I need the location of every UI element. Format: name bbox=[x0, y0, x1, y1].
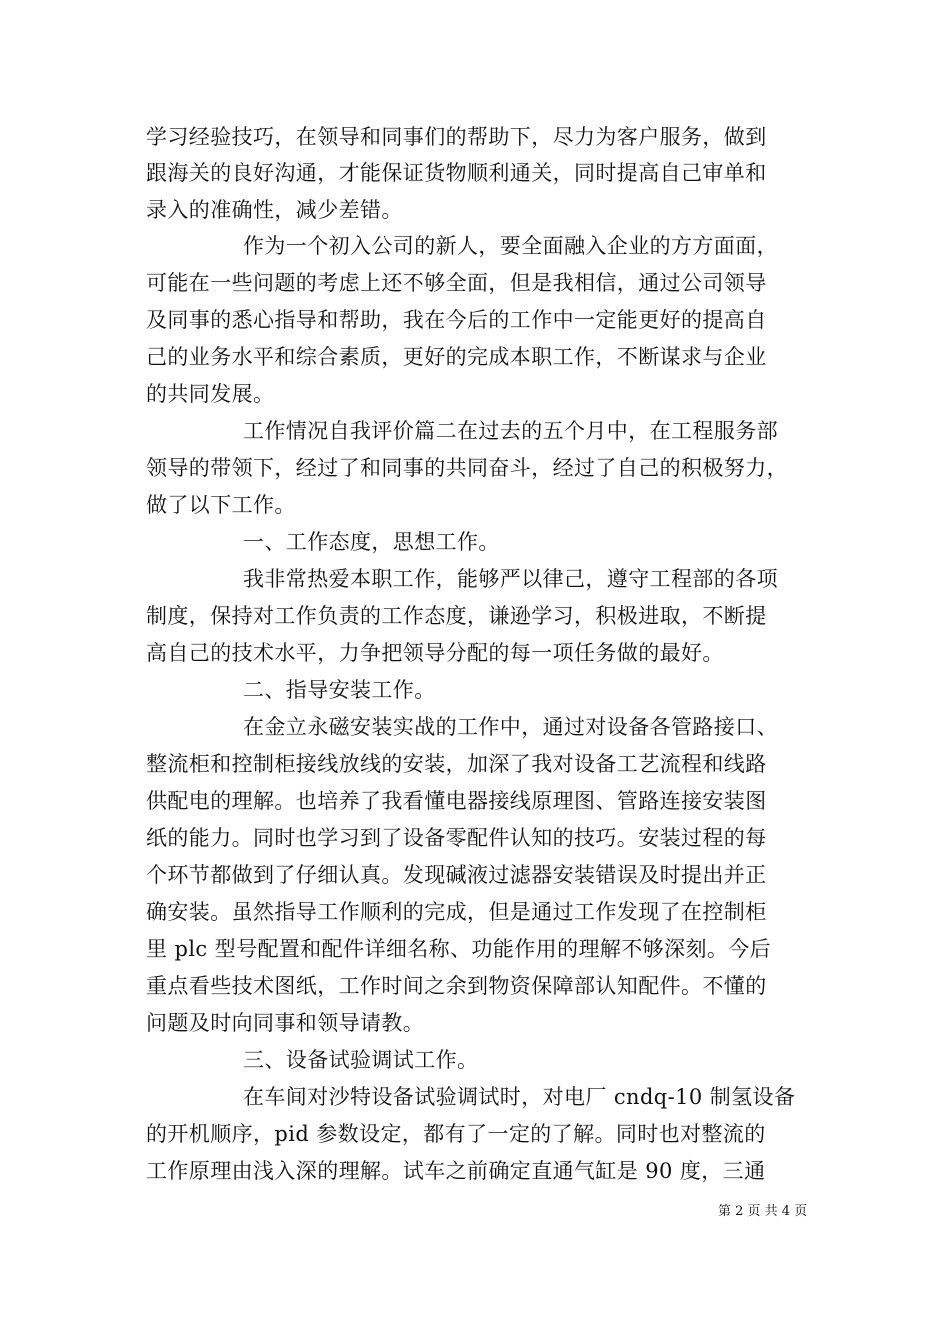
paragraph-start-line: 在金立永磁安装实战的工作中，通过对设备各管路接口、 bbox=[243, 715, 778, 739]
text-line: 做了以下工作。 bbox=[146, 493, 296, 517]
section-heading: 二、指导安装工作。 bbox=[243, 678, 436, 702]
section-heading: 三、设备试验调试工作。 bbox=[243, 1048, 479, 1072]
text-line: 供配电的理解。也培养了我看懂电器接线原理图、管路连接安装图 bbox=[146, 789, 767, 813]
text-line: 学习经验技巧，在领导和同事们的帮助下，尽力为客户服务，做到 bbox=[146, 125, 767, 149]
text-line: 跟海关的良好沟通，才能保证货物顺利通关，同时提高自己审单和 bbox=[146, 161, 767, 185]
section-heading: 一、工作态度，思想工作。 bbox=[243, 530, 500, 554]
text-line: 个环节都做到了仔细认真。发现碱液过滤器安装错误及时提出并正 bbox=[146, 863, 767, 887]
page-footer: 第 2 页 共 4 页 bbox=[718, 1204, 808, 1219]
text-line: 及同事的悉心指导和帮助，我在今后的工作中一定能更好的提高自 bbox=[146, 308, 767, 332]
text-line: 整流柜和控制柜接线放线的安装，加深了我对设备工艺流程和线路 bbox=[146, 752, 767, 776]
text-line: 己的业务水平和综合素质，更好的完成本职工作，不断谋求与企业 bbox=[146, 345, 767, 369]
text-line: 确安装。虽然指导工作顺利的完成，但是通过工作发现了在控制柜 bbox=[146, 900, 767, 924]
text-line: 可能在一些问题的考虑上还不够全面，但是我相信，通过公司领导 bbox=[146, 271, 767, 295]
paragraph-start-line: 作为一个初入公司的新人，要全面融入企业的方方面面， bbox=[243, 234, 778, 258]
text-line: 的共同发展。 bbox=[146, 382, 275, 406]
paragraph-start-line: 在车间对沙特设备试验调试时，对电厂 cndq-10 制氢设备 bbox=[243, 1085, 796, 1109]
text-line: 的开机顺序，pid 参数设定，都有了一定的了解。同时也对整流的 bbox=[146, 1122, 766, 1146]
text-line: 工作原理由浅入深的理解。试车之前确定直通气缸是 90 度，三通 bbox=[146, 1159, 766, 1183]
paragraph-start-line: 工作情况自我评价篇二在过去的五个月中，在工程服务部 bbox=[243, 419, 778, 443]
paragraph-start-line: 我非常热爱本职工作，能够严以律己，遵守工程部的各项 bbox=[243, 567, 778, 591]
text-line: 制度，保持对工作负责的工作态度，谦逊学习，积极进取，不断提 bbox=[146, 604, 767, 628]
text-line: 高自己的技术水平，力争把领导分配的每一项任务做的最好。 bbox=[146, 641, 724, 665]
text-line: 纸的能力。同时也学习到了设备零配件认知的技巧。安装过程的每 bbox=[146, 826, 767, 850]
text-line: 重点看些技术图纸，工作时间之余到物资保障部认知配件。不懂的 bbox=[146, 974, 767, 998]
text-line: 问题及时向同事和领导请教。 bbox=[146, 1011, 425, 1035]
text-line: 录入的准确性，减少差错。 bbox=[146, 198, 403, 222]
text-line: 领导的带领下，经过了和同事的共同奋斗，经过了自己的积极努力， bbox=[146, 456, 788, 480]
text-line: 里 plc 型号配置和配件详细名称、功能作用的理解不够深刻。今后 bbox=[146, 937, 772, 961]
